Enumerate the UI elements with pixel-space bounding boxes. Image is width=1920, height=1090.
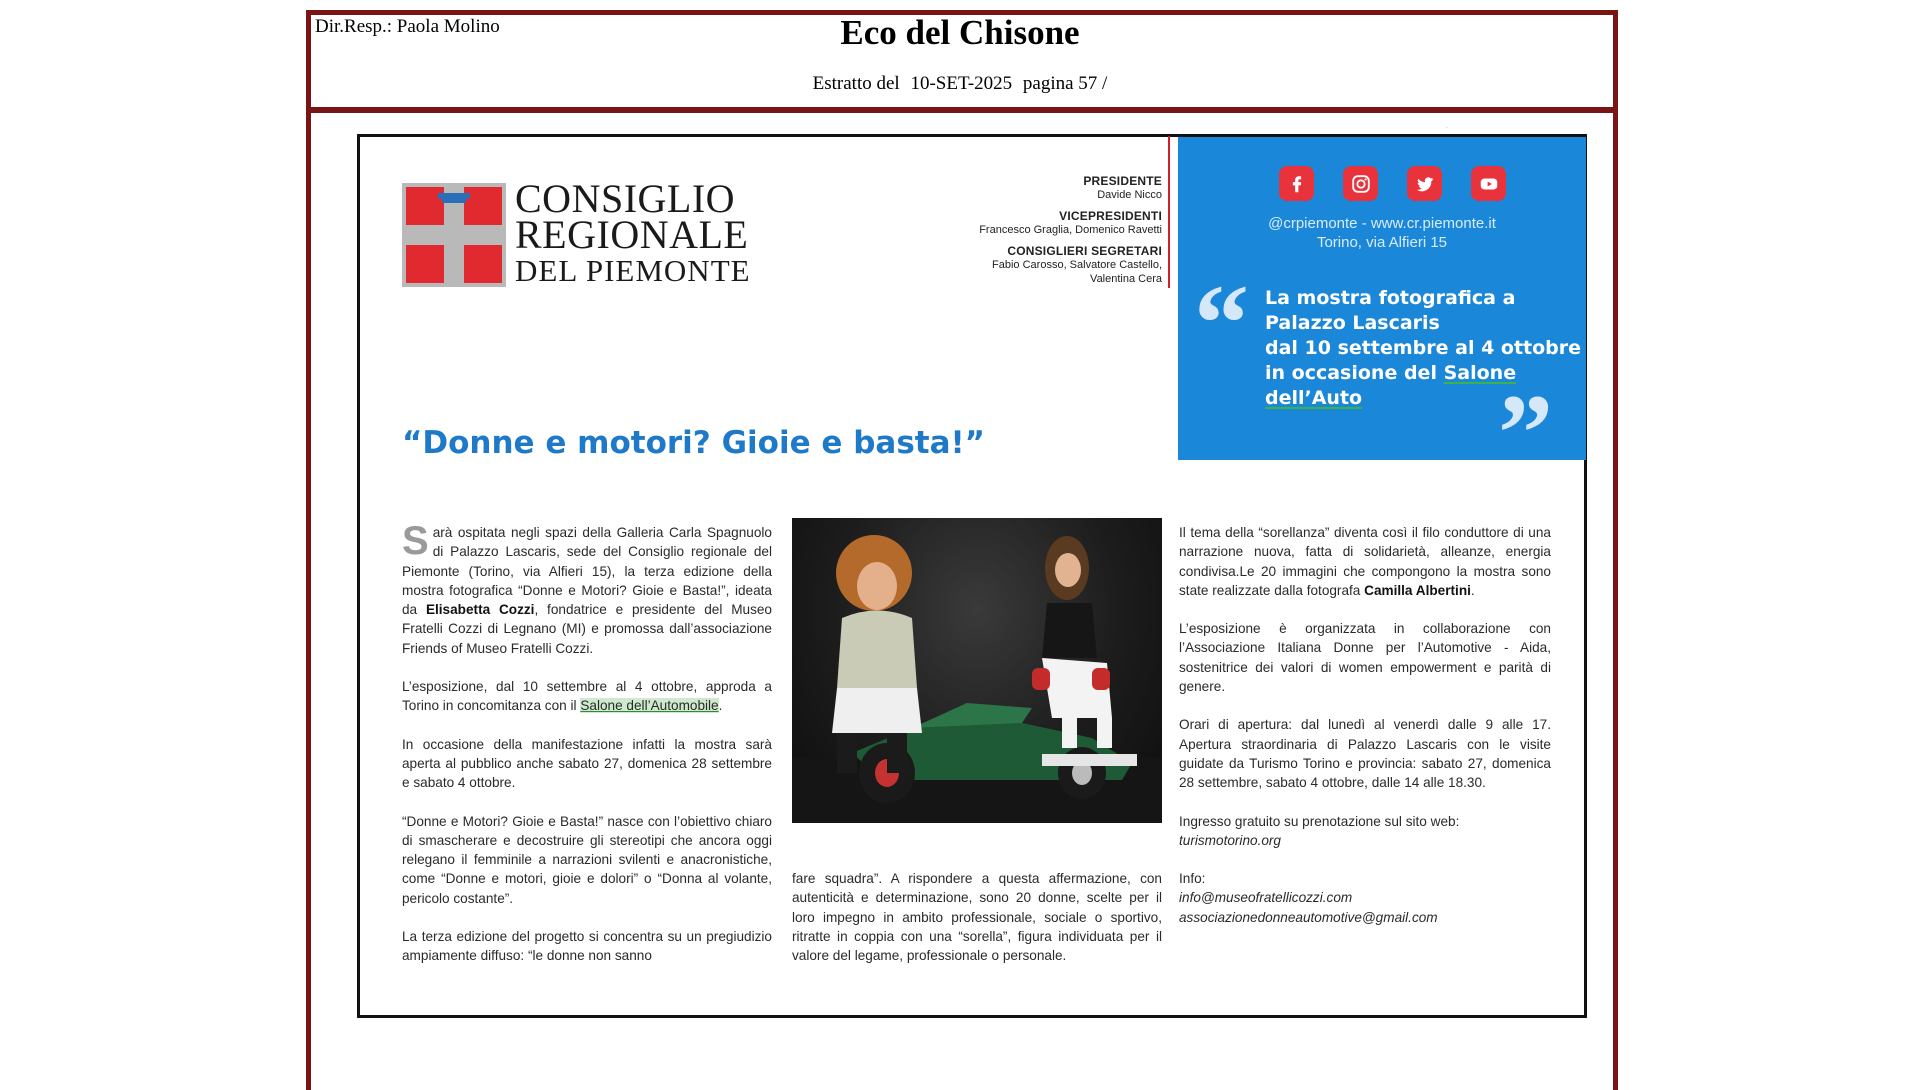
facebook-icon[interactable] (1279, 166, 1314, 201)
paragraph-5: La terza edizione del progetto si concentra su un pregiudizio ampiamente diffuso: “le donne non sanno (402, 929, 772, 964)
article-column-3 (1179, 523, 1551, 927)
paragraph-4: “Donne e Motori? Gioie e Basta!” nasce con l’obiettivo chiaro di smascherare e decostruire gli stereotipi che ancora oggi relegano il femminile a narrazioni svilenti e anacronistiche, come “Donne e motori, gioie e dolori” o “Donna al volante, pericolo costante”. (402, 813, 772, 906)
info-email-2[interactable]: associazionedonneautomotive@gmail.com (1179, 909, 1438, 925)
p7-text-a: Il tema della “sorellanza” diventa così il filo conduttore di una narrazione nuova, fatta di solidarietà, alleanze, energia condivisa.Le 20 immagini che compongono la mostra sono state realizzate dalla fotografa (1179, 525, 1551, 598)
quote-salone-link: Salone (1443, 362, 1517, 384)
consiglio-logo-icon (402, 183, 506, 287)
quote-line-3: dal 10 settembre al 4 ottobre (1265, 337, 1582, 359)
print-mark: · (1446, 125, 1448, 131)
vice-names: Francesco Graglia, Domenico Ravetti (979, 224, 1162, 236)
segretari-names-2: Valentina Cera (1090, 273, 1162, 285)
p1-name: Elisabetta Cozzi (425, 602, 535, 618)
extract-page: pagina 57 / (1022, 73, 1108, 94)
quote-line-4 (1265, 361, 1583, 386)
extract-label: Estratto del (812, 73, 900, 94)
paragraph-8: L’esposizione è organizzata in collaborazione con l’Associazione Italiana Donne per l’Automotive - Aida, sostenitrice dei valori di women empowerment e parità di genere. (1179, 621, 1551, 695)
article-column-2 (792, 869, 1162, 984)
extract-date: 10-SET-2025 (910, 73, 1013, 94)
director-label: Dir.Resp.: Paola Molino (315, 16, 500, 37)
social-handle[interactable]: @crpiemonte - www.cr.piemonte.it (1268, 215, 1496, 232)
article-column-1 (402, 519, 772, 985)
info-email-1[interactable]: info@museofratellicozzi.com (1179, 890, 1353, 906)
paragraph-10: Ingresso gratuito su prenotazione sul sito web: (1179, 813, 1460, 829)
ticket-site-link[interactable]: turismotorino.org (1179, 832, 1281, 848)
quote-line-2: Palazzo Lascaris (1265, 312, 1440, 334)
instagram-icon[interactable] (1343, 166, 1378, 201)
drop-cap: S (402, 519, 429, 563)
officers-list (960, 174, 1162, 286)
article-headline: “Donne e motori? Gioie e basta!” (402, 425, 986, 461)
article-photo (792, 518, 1162, 823)
quote-line-4a: in occasione del (1265, 362, 1437, 384)
social-links (1279, 166, 1506, 201)
quote-line-5: dell’Auto (1265, 387, 1363, 409)
paragraph-1 (402, 519, 772, 658)
twitter-icon[interactable] (1407, 166, 1442, 201)
logo-line-1: CONSIGLIO (515, 176, 736, 221)
salone-link[interactable]: Salone dell’Automobile (580, 698, 719, 714)
paragraph-2 (402, 677, 772, 716)
presidente-label: PRESIDENTE (1083, 174, 1162, 188)
consiglio-logo-text (515, 176, 751, 289)
p7-name: Camilla Albertini (1364, 582, 1471, 598)
quote-line-1: La mostra fotografica a (1265, 287, 1516, 309)
logo-line-3: DEL PIEMONTE (515, 253, 751, 288)
quote-open-mark: “ (1194, 262, 1249, 384)
p1-text-a: arà ospitata negli spazi della Galleria Carla Spagnuolo di Palazzo Lascaris, sede del Consiglio regionale del Piemonte (Torino, via Alfieri 15), la terza edizione della mostra fotografica “Donne e Motori? Gioie e Basta!”, ideata da (402, 525, 772, 618)
officers-divider (1168, 136, 1170, 288)
quote-close-mark: ” (1498, 372, 1553, 494)
social-address: Torino, via Alfieri 15 (1316, 234, 1448, 251)
segretari-label: CONSIGLIERI SEGRETARI (1007, 244, 1162, 258)
newspaper-title: Eco del Chisone (840, 13, 1080, 52)
paragraph-6: fare squadra”. A rispondere a questa affermazione, con autenticità e determinazione, sono 20 donne, scelte per il loro impegno in ambito professionale, sociale o sportivo, ritratte in coppia con una “sorella”, figura individuata per il valore del legame, professionale o personale. (792, 871, 1162, 964)
p1-text-b: , fondatrice e presidente del Museo Fratelli Cozzi di Legnano (MI) e promossa dall’associazione Friends of Museo Fratelli Cozzi. (402, 602, 772, 656)
p7-text-b: . (1470, 582, 1475, 598)
logo-line-2: REGIONALE (515, 212, 749, 257)
segretari-names-1: Fabio Carosso, Salvatore Castello, (992, 259, 1162, 271)
paragraph-9: Orari di apertura: dal lunedì al venerdì dalle 9 alle 17. Apertura straordinaria di Palazzo Lascaris con le visite guidate da Turismo Torino e provincia: sabato 27, domenica 28 settembre, sabato 4 ottobre, dalle 14 alle 18.30. (1179, 717, 1551, 791)
presidente-name: Davide Nicco (1097, 189, 1162, 201)
extract-info (0, 73, 1920, 95)
p2-text-b: . (718, 698, 723, 714)
p2-text-a: L’esposizione, dal 10 settembre al 4 ottobre, approda a Torino in concomitanza con il (402, 679, 772, 714)
paragraph-7 (1179, 523, 1551, 600)
youtube-icon[interactable] (1471, 166, 1506, 201)
vice-label: VICEPRESIDENTI (1059, 209, 1162, 223)
paragraph-3: In occasione della manifestazione infatti la mostra sarà aperta al pubblico anche sabato 27, domenica 28 settembre e sabato 4 ottobre. (402, 736, 772, 791)
info-label: Info: (1179, 871, 1206, 887)
quote-text (1265, 286, 1583, 411)
